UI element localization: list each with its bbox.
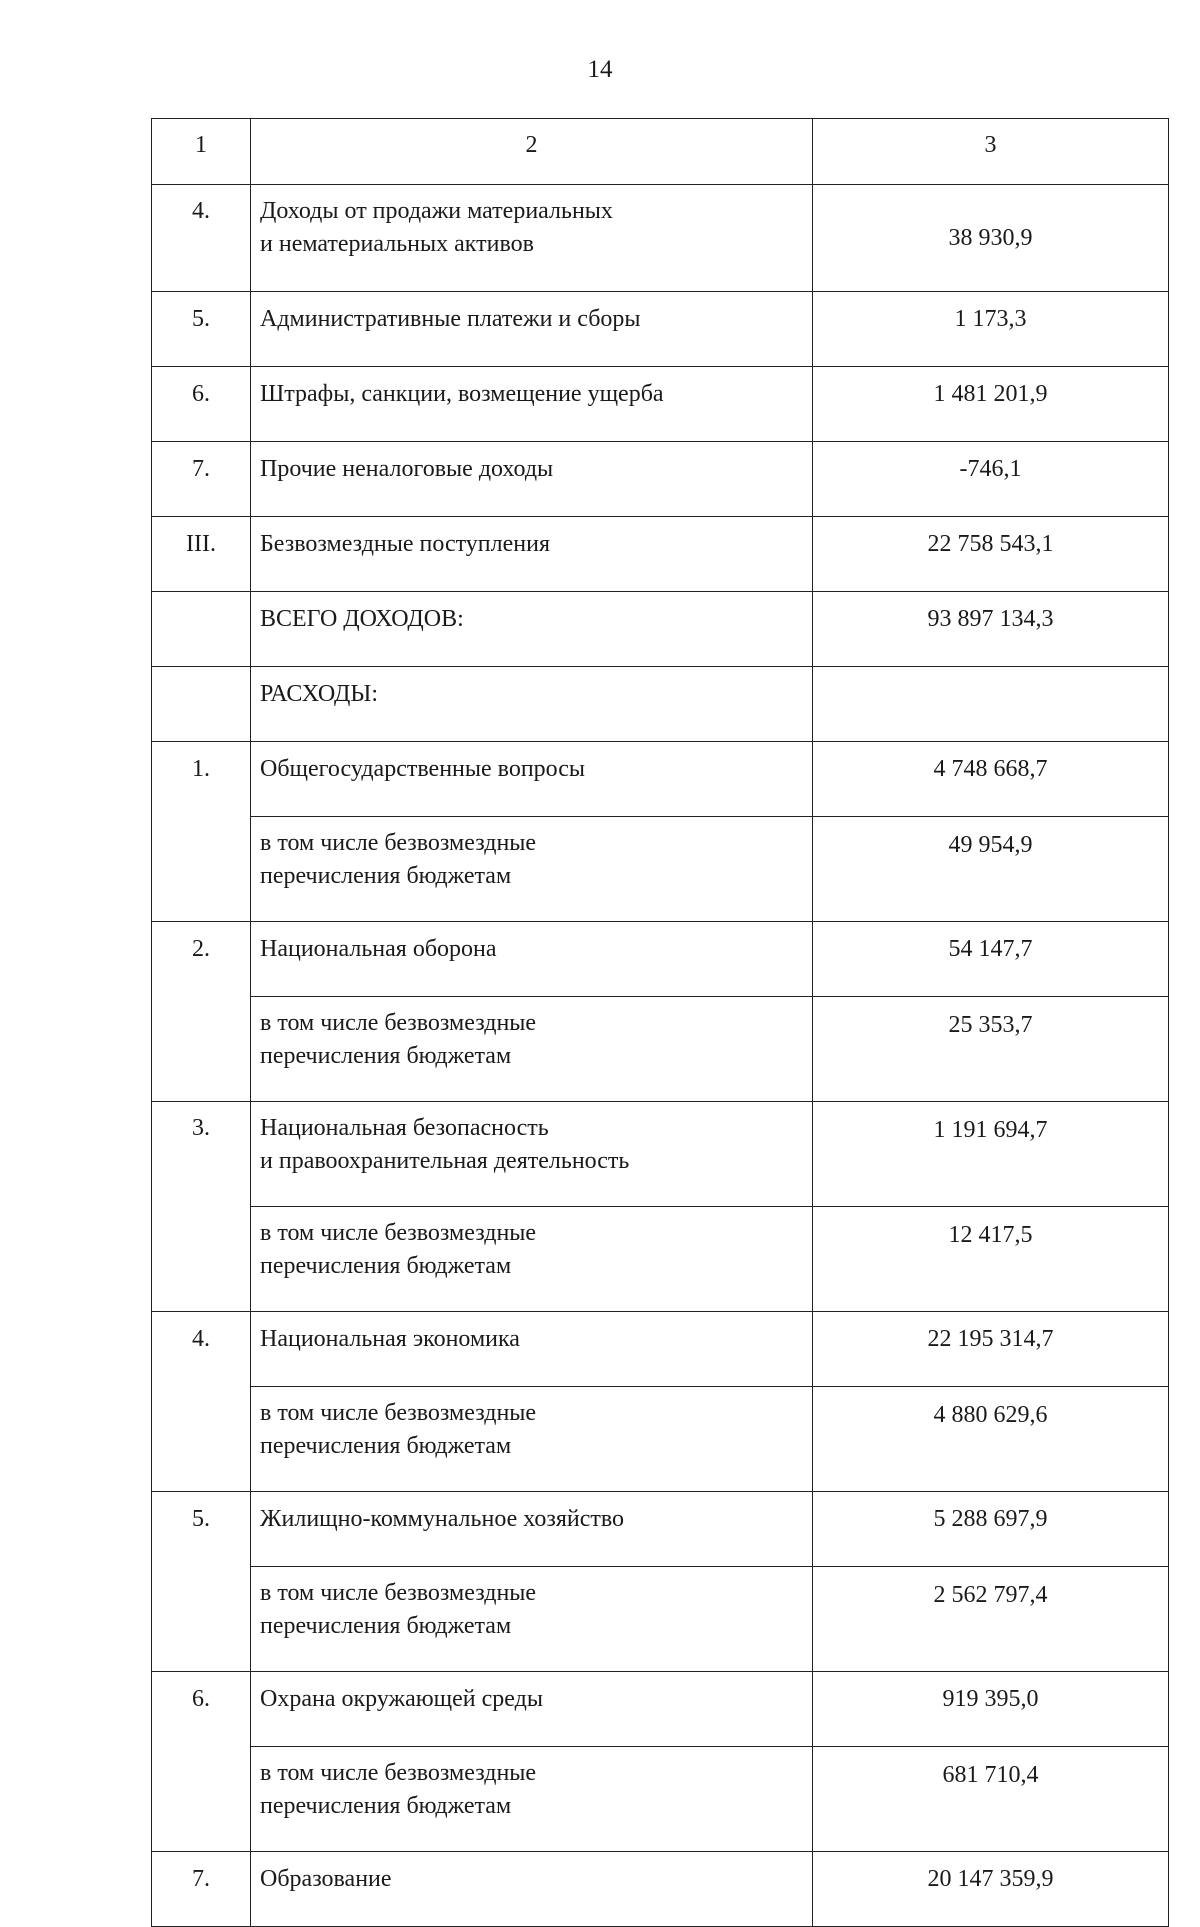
subrow-value <box>813 997 1169 1102</box>
table-row <box>152 592 1169 667</box>
subrow-name <box>251 1207 813 1312</box>
row-number <box>152 517 251 592</box>
subrow-value-text: 49 954,9 <box>948 832 1033 858</box>
table-row <box>152 742 1169 817</box>
column-header-number: 1 <box>152 119 251 185</box>
row-value <box>813 1102 1169 1207</box>
row-value-text: 38 930,9 <box>948 224 1033 251</box>
table-row <box>152 1102 1169 1207</box>
table-row <box>152 1312 1169 1387</box>
subrow-name-text: в том числе безвозмездные перечисления бюджетам <box>260 1220 537 1279</box>
column-header-value: 3 <box>813 119 1169 185</box>
table-subrow <box>152 1747 1169 1852</box>
row-value <box>813 592 1169 667</box>
table-row <box>152 367 1169 442</box>
row-number <box>152 185 251 292</box>
row-value <box>813 1672 1169 1747</box>
row-number <box>152 592 251 667</box>
row-value-text: -746,1 <box>959 456 1022 482</box>
subrow-value-text: 25 353,7 <box>948 1012 1033 1038</box>
row-number <box>152 442 251 517</box>
row-name-text: Общегосударственные вопросы <box>260 756 586 782</box>
row-name-text: Национальная безопасность и правоохранительная деятельность <box>260 1115 630 1174</box>
row-name-text: Образование <box>260 1866 392 1892</box>
row-name <box>251 592 813 667</box>
row-name <box>251 442 813 517</box>
row-name <box>251 367 813 442</box>
table-row <box>152 292 1169 367</box>
table-subrow <box>152 817 1169 922</box>
row-name <box>251 185 813 292</box>
subrow-name-text: в том числе безвозмездные перечисления бюджетам <box>260 830 537 889</box>
row-value-text: 5 288 697,9 <box>933 1506 1048 1532</box>
row-name <box>251 1672 813 1747</box>
table-row <box>152 667 1169 742</box>
row-name-text: Безвозмездные поступления <box>260 531 550 557</box>
row-number <box>152 292 251 367</box>
row-value-text: 1 481 201,9 <box>933 381 1048 407</box>
row-value-text: 4 748 668,7 <box>933 756 1048 782</box>
column-header-name: 2 <box>251 119 813 185</box>
row-number-text: 5. <box>192 1506 210 1532</box>
row-value-text: 1 191 694,7 <box>933 1117 1048 1143</box>
row-name-text: Национальная оборона <box>260 936 497 962</box>
subrow-value-text: 4 880 629,6 <box>933 1402 1048 1428</box>
row-value-text: 1 173,3 <box>954 306 1027 332</box>
budget-table <box>151 118 1169 1927</box>
row-value-text: 22 758 543,1 <box>927 531 1054 557</box>
row-number-text: 5. <box>192 306 210 332</box>
row-number <box>152 1852 251 1927</box>
subrow-value <box>813 1747 1169 1852</box>
row-value <box>813 292 1169 367</box>
subrow-value-text: 2 562 797,4 <box>933 1582 1048 1608</box>
row-name <box>251 922 813 997</box>
table-row <box>152 517 1169 592</box>
row-value-text: 22 195 314,7 <box>927 1326 1054 1352</box>
row-name <box>251 1852 813 1927</box>
row-number <box>152 1672 251 1852</box>
subrow-value <box>813 817 1169 922</box>
row-name-text: Доходы от продажи материальных и нематериальных активов <box>260 198 613 257</box>
row-name-text: Прочие неналоговые доходы <box>260 456 554 482</box>
table-subrow <box>152 1207 1169 1312</box>
row-number-text: 6. <box>192 381 210 407</box>
table-row <box>152 442 1169 517</box>
row-value <box>813 1852 1169 1927</box>
table-subrow <box>152 1387 1169 1492</box>
row-number-text: 1. <box>192 756 210 782</box>
subrow-value <box>813 1387 1169 1492</box>
subrow-value <box>813 1567 1169 1672</box>
subrow-value <box>813 1207 1169 1312</box>
row-value <box>813 517 1169 592</box>
row-value-text: 54 147,7 <box>948 936 1033 962</box>
row-name-text: Штрафы, санкции, возмещение ущерба <box>260 381 664 407</box>
subrow-name-text: в том числе безвозмездные перечисления бюджетам <box>260 1400 537 1459</box>
row-value <box>813 442 1169 517</box>
row-name-text: Жилищно-коммунальное хозяйство <box>260 1506 625 1532</box>
row-name <box>251 1312 813 1387</box>
table-row <box>152 185 1169 292</box>
row-number-text: 4. <box>192 198 210 224</box>
table-subrow <box>152 1567 1169 1672</box>
row-value-text: 93 897 134,3 <box>927 606 1054 632</box>
row-number-text: 7. <box>192 1866 210 1892</box>
subrow-name-text: в том числе безвозмездные перечисления бюджетам <box>260 1010 537 1069</box>
table-row <box>152 922 1169 997</box>
row-value <box>813 1492 1169 1567</box>
subrow-name-text: в том числе безвозмездные перечисления бюджетам <box>260 1580 537 1639</box>
subrow-name-text: в том числе безвозмездные перечисления бюджетам <box>260 1760 537 1819</box>
row-value <box>813 667 1169 742</box>
subrow-name <box>251 1387 813 1492</box>
row-value-text: 919 395,0 <box>942 1686 1039 1712</box>
budget-table-body <box>152 119 1169 1927</box>
row-value <box>813 367 1169 442</box>
subrow-name <box>251 817 813 922</box>
table-row <box>152 1852 1169 1927</box>
row-number-text: 6. <box>192 1686 210 1712</box>
subrow-name <box>251 997 813 1102</box>
row-number <box>152 367 251 442</box>
row-number-text: 2. <box>192 936 210 962</box>
row-name <box>251 742 813 817</box>
row-name <box>251 292 813 367</box>
row-number-text: 4. <box>192 1326 210 1352</box>
row-value <box>813 742 1169 817</box>
row-name-text: ВСЕГО ДОХОДОВ: <box>260 606 464 632</box>
subrow-name <box>251 1747 813 1852</box>
row-value <box>813 1312 1169 1387</box>
row-value <box>813 185 1169 292</box>
row-name <box>251 1492 813 1567</box>
row-name-text: Административные платежи и сборы <box>260 306 641 332</box>
row-number <box>152 667 251 742</box>
row-value-text: 20 147 359,9 <box>927 1866 1054 1892</box>
subrow-name <box>251 1567 813 1672</box>
row-number <box>152 922 251 1102</box>
table-subrow <box>152 997 1169 1102</box>
subrow-value-text: 12 417,5 <box>948 1222 1033 1248</box>
page-number: 14 <box>587 56 613 83</box>
row-number <box>152 1102 251 1312</box>
row-name-text: РАСХОДЫ: <box>260 681 379 707</box>
row-value <box>813 922 1169 997</box>
row-name-text: Национальная экономика <box>260 1326 520 1352</box>
row-number-text: III. <box>186 531 216 557</box>
row-name-text: Охрана окружающей среды <box>260 1686 543 1712</box>
table-header-row <box>152 119 1169 185</box>
row-name <box>251 517 813 592</box>
row-number <box>152 742 251 922</box>
subrow-value-text: 681 710,4 <box>942 1762 1039 1788</box>
table-row <box>152 1672 1169 1747</box>
row-number-text: 3. <box>192 1115 210 1141</box>
row-number <box>152 1312 251 1492</box>
row-name <box>251 1102 813 1207</box>
row-number-text: 7. <box>192 456 210 482</box>
row-number <box>152 1492 251 1672</box>
row-name <box>251 667 813 742</box>
table-row <box>152 1492 1169 1567</box>
